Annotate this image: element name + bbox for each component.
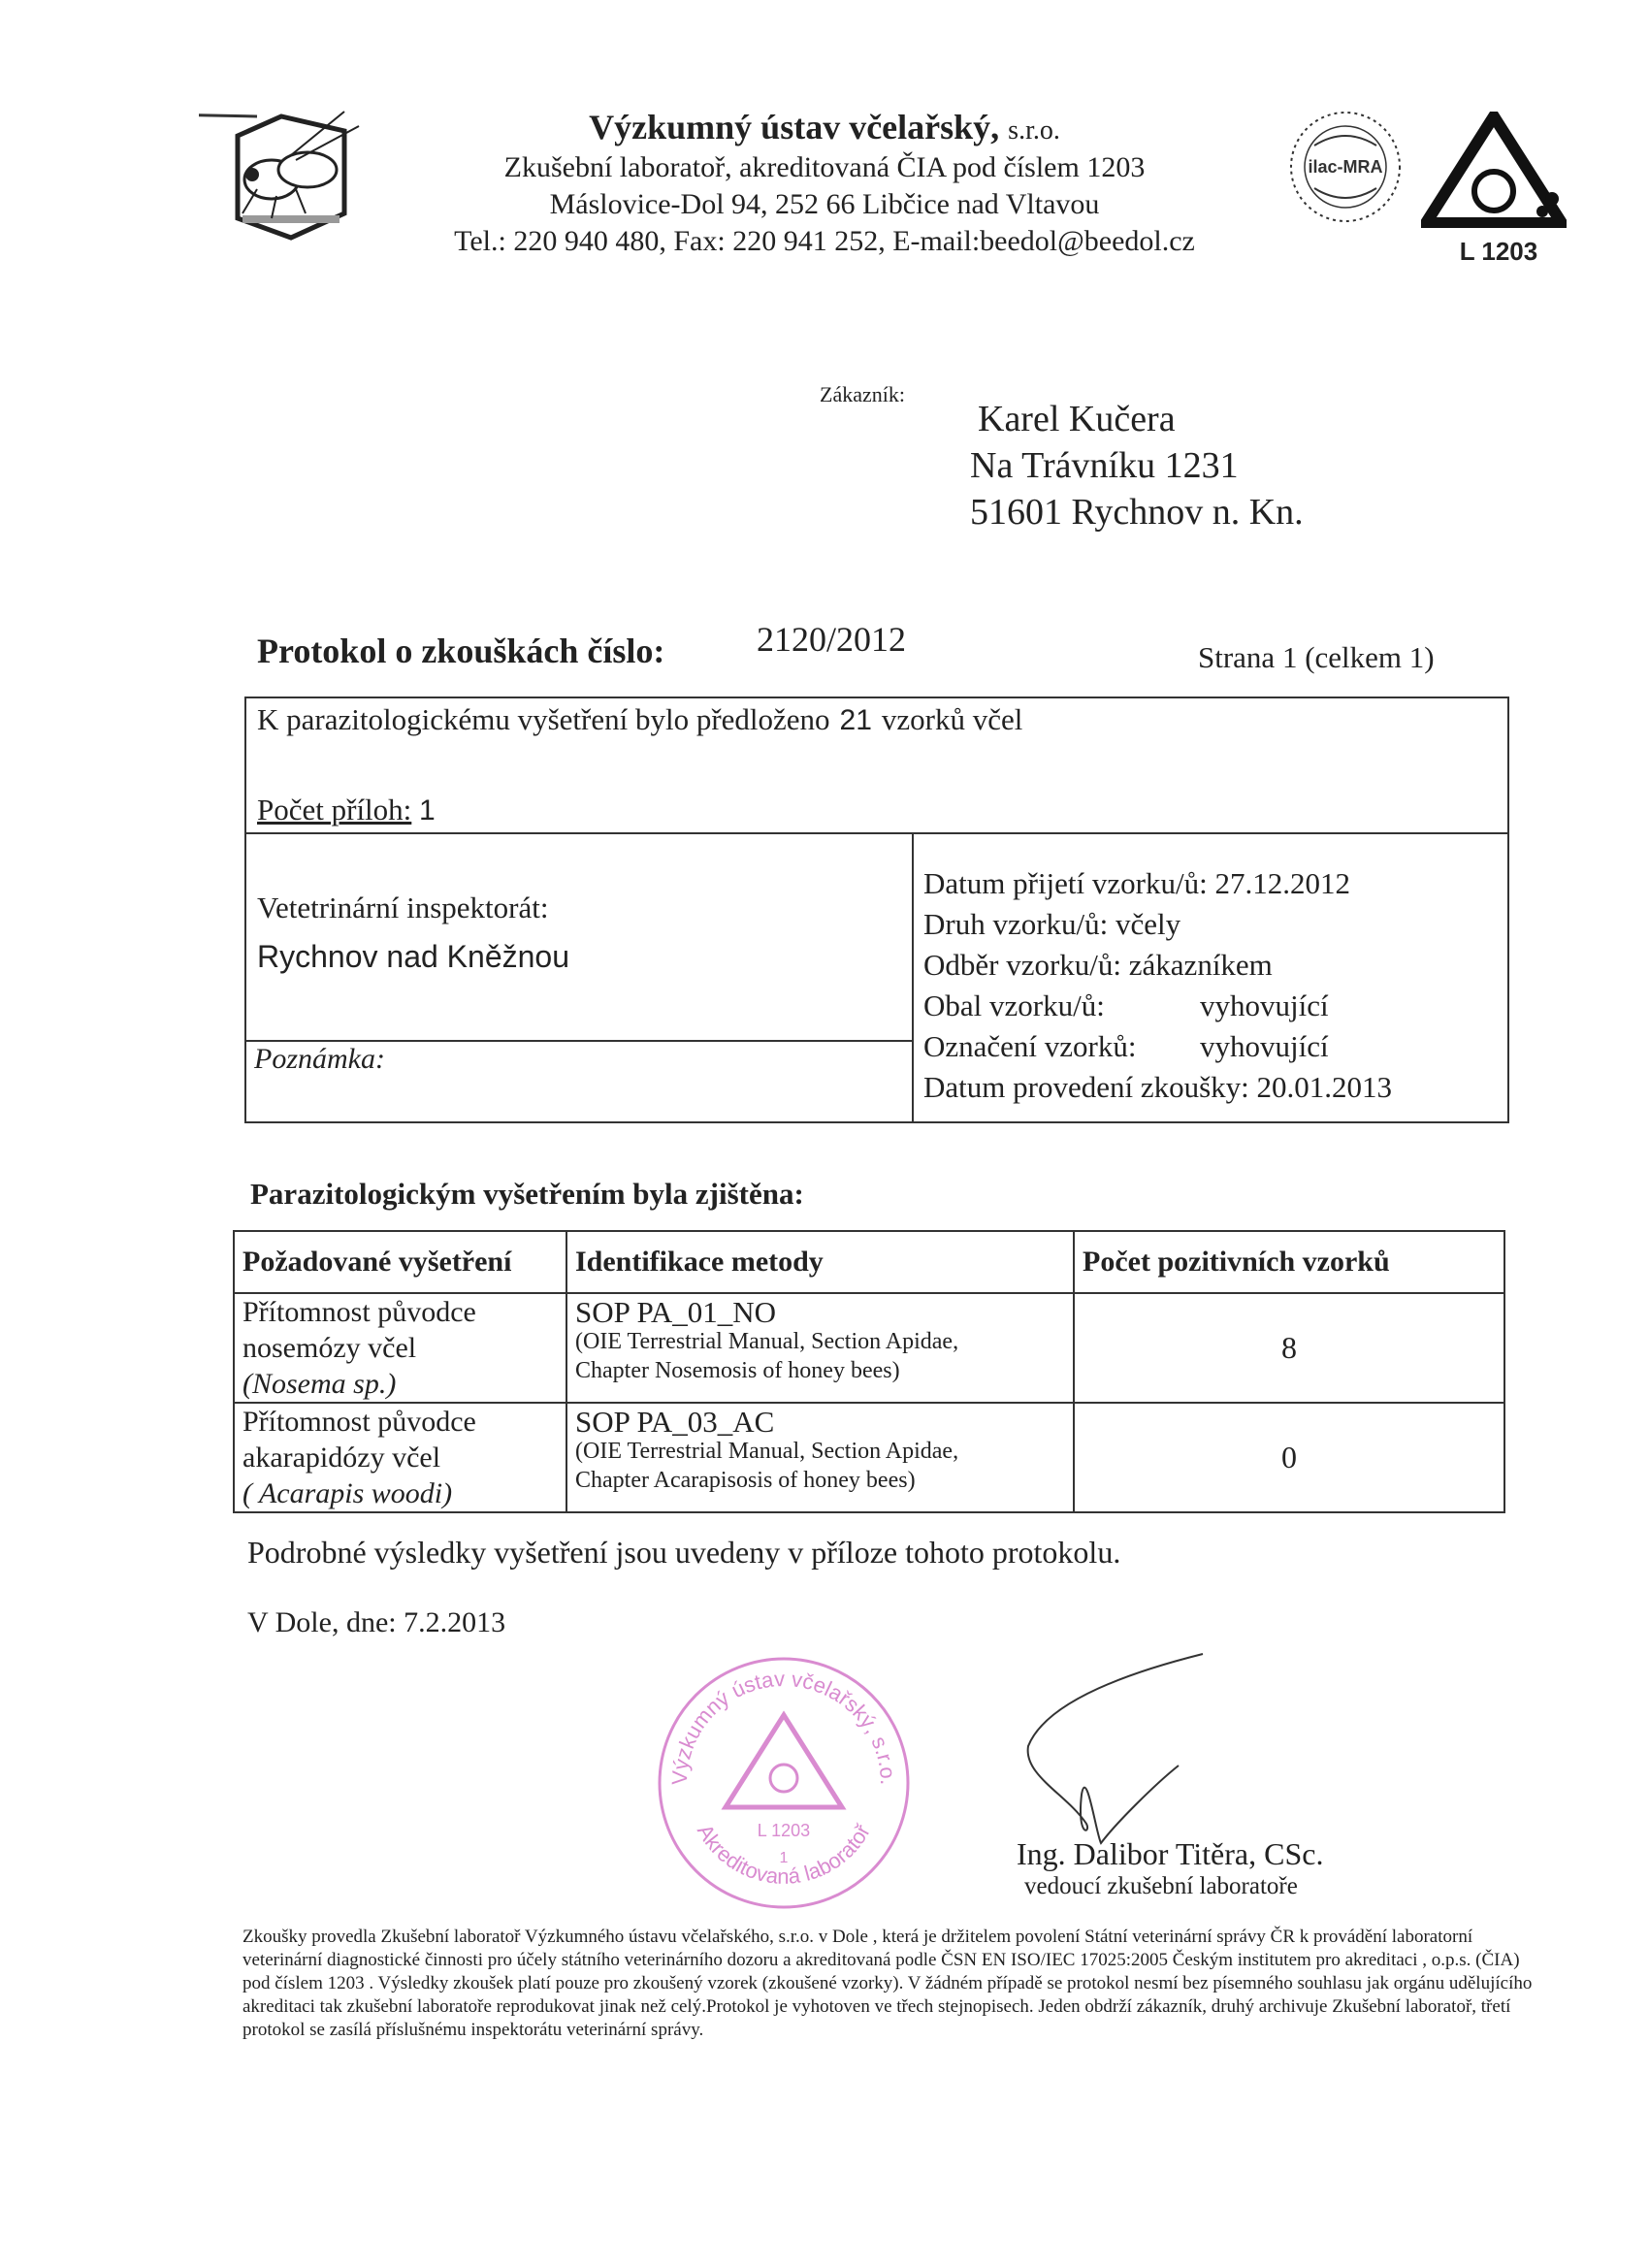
divider [244,1040,912,1042]
method-code: SOP PA_03_AC [575,1405,775,1439]
packaging-value: vyhovující [1200,988,1329,1022]
submitted-count: 21 [839,704,872,736]
attachments-count: 1 [419,794,436,826]
method-code: SOP PA_01_NO [575,1295,777,1329]
marking-value: vyhovující [1200,1029,1329,1063]
page-info: Strana 1 (celkem 1) [1198,640,1435,674]
vet-inspectorate-value: Rychnov nad Kněžnou [257,939,569,974]
test-cell [234,1403,566,1512]
cia-accreditation-logo [1421,112,1567,228]
sample-details [923,863,1392,1108]
note-label: Poznámka: [254,1043,385,1075]
ilac-text: ilac-MRA [1308,157,1383,177]
stamp-bottom-text: Akreditovaná laboratoř [692,1820,875,1889]
count-cell: 0 [1074,1403,1504,1512]
svg-text:Výzkumný ústav včelařský, s.r. [667,1667,900,1786]
received-date: Datum přijetí vzorku/ů: 27.12.2012 [923,866,1350,900]
packaging-row [923,986,1392,1026]
cia-code: L 1203 [1459,237,1538,266]
test-species: (Nosema sp.) [242,1368,397,1400]
results-table [233,1230,1505,1513]
test-line: akarapidózy včel [242,1442,441,1474]
table-header-row [234,1231,1504,1293]
count-cell: 8 [1074,1293,1504,1403]
test-line: Přítomnost původce [242,1296,476,1328]
date-line: V Dole, dne: 7.2.2013 [247,1606,506,1638]
signatory-role: vedoucí zkušební laboratoře [1024,1873,1298,1899]
org-name: Výzkumný ústav včelařský, s.r.o. [589,108,1060,146]
attachments-label: Počet příloh: [257,793,412,826]
divider [912,832,914,1123]
details-note: Podrobné výsledky vyšetření jsou uvedeny v příloze tohoto protokolu. [247,1535,1121,1570]
customer-label: Zákazník: [820,382,905,406]
signature-scribble [1009,1639,1242,1853]
org-header [407,109,1242,260]
test-species: ( Acarapis woodi) [242,1477,453,1509]
table-row [234,1403,1504,1512]
marking-label: Označení vzorků: [923,1029,1137,1063]
test-cell [234,1293,566,1403]
submitted-suffix: vzorků včel [881,702,1023,736]
packaging-label: Obal vzorku/ů: [923,988,1105,1022]
attachments-line [257,793,436,827]
header-test: Požadované vyšetření [234,1231,566,1293]
org-address: Máslovice-Dol 94, 252 66 Libčice nad Vltavou [549,188,1100,220]
customer-city: 51601 Rychnov n. Kn. [970,492,1304,533]
divider [244,832,1509,834]
footer-disclaimer: Zkoušky provedla Zkušební laboratoř Výzkumného ústavu včelařského, s.r.o. v Dole , která je držitelem povolení Státní veterinární správy ČR k provádění laboratorní veterinární diagnostické činnosti pro účely státního veterinárního dozoru a akreditovaná podle ČSN EN ISO/IEC 17025:2005 Českým institutem pro akreditaci , o.p.s. (ČIA) pod číslem 1203 . Výsledky zkoušek platí pouze pro zkoušený vzorek (zkoušené vzorky). V žádném případě se protokol nesmí bez písemného souhlasu jak orgánu udělujícího akreditaci tak zkušební laboratoře reprodukovat jinak než celý.Protokol je vyhotoven ve třech stejnopisech. Jeden obdrží zákazník, druhý archivuje Zkušební laboratoř, třetí protokol se zasílá příslušnému inspektorátu veterinární správy. [242,1927,1533,2040]
customer-street: Na Trávníku 1231 [970,445,1239,486]
header-method: Identifikace metody [566,1231,1074,1293]
sampling: Odběr vzorku/ů: zákazníkem [923,948,1273,982]
header-count: Počet pozitivních vzorků [1074,1231,1504,1293]
method-cell [566,1293,1074,1403]
ilac-mra-logo [1280,107,1411,228]
org-contact: Tel.: 220 940 480, Fax: 220 941 252, E-mail:beedol@beedol.cz [454,225,1195,257]
method-cell [566,1403,1074,1512]
lab-stamp [648,1637,920,1924]
submitted-line [257,702,1022,737]
bee-logo [199,107,373,243]
stamp-number: 1 [779,1850,789,1866]
customer-address [970,396,1304,535]
vet-inspectorate-label: Vetetrinární inspektorát: [257,891,549,924]
table-row [234,1293,1504,1403]
lab-line: Zkušební laboratoř, akreditovaná ČIA pod číslem 1203 [503,151,1146,183]
test-line: nosemózy včel [242,1332,417,1364]
method-ref: (OIE Terrestrial Manual, Section Apidae, [575,1439,959,1464]
sample-type: Druh vzorku/ů: včely [923,907,1181,941]
method-ref: Chapter Nosemosis of honey bees) [575,1358,900,1383]
signatory-name: Ing. Dalibor Titěra, CSc. [1017,1836,1324,1871]
protocol-number: 2120/2012 [757,620,907,659]
marking-row [923,1026,1392,1067]
results-title: Parazitologickým vyšetřením byla zjištěna: [250,1177,804,1211]
stamp-code: L 1203 [757,1821,811,1840]
customer-name: Karel Kučera [978,399,1176,439]
protocol-title: Protokol o zkouškách číslo: [257,632,665,670]
method-ref: (OIE Terrestrial Manual, Section Apidae, [575,1329,959,1354]
test-date: Datum provedení zkoušky: 20.01.2013 [923,1070,1393,1104]
submitted-prefix: K parazitologickému vyšetření bylo předloženo [257,702,830,736]
method-ref: Chapter Acarapisosis of honey bees) [575,1468,916,1493]
stamp-top-text: Výzkumný ústav včelařský, s.r.o. [666,1666,901,1786]
test-line: Přítomnost původce [242,1406,476,1438]
